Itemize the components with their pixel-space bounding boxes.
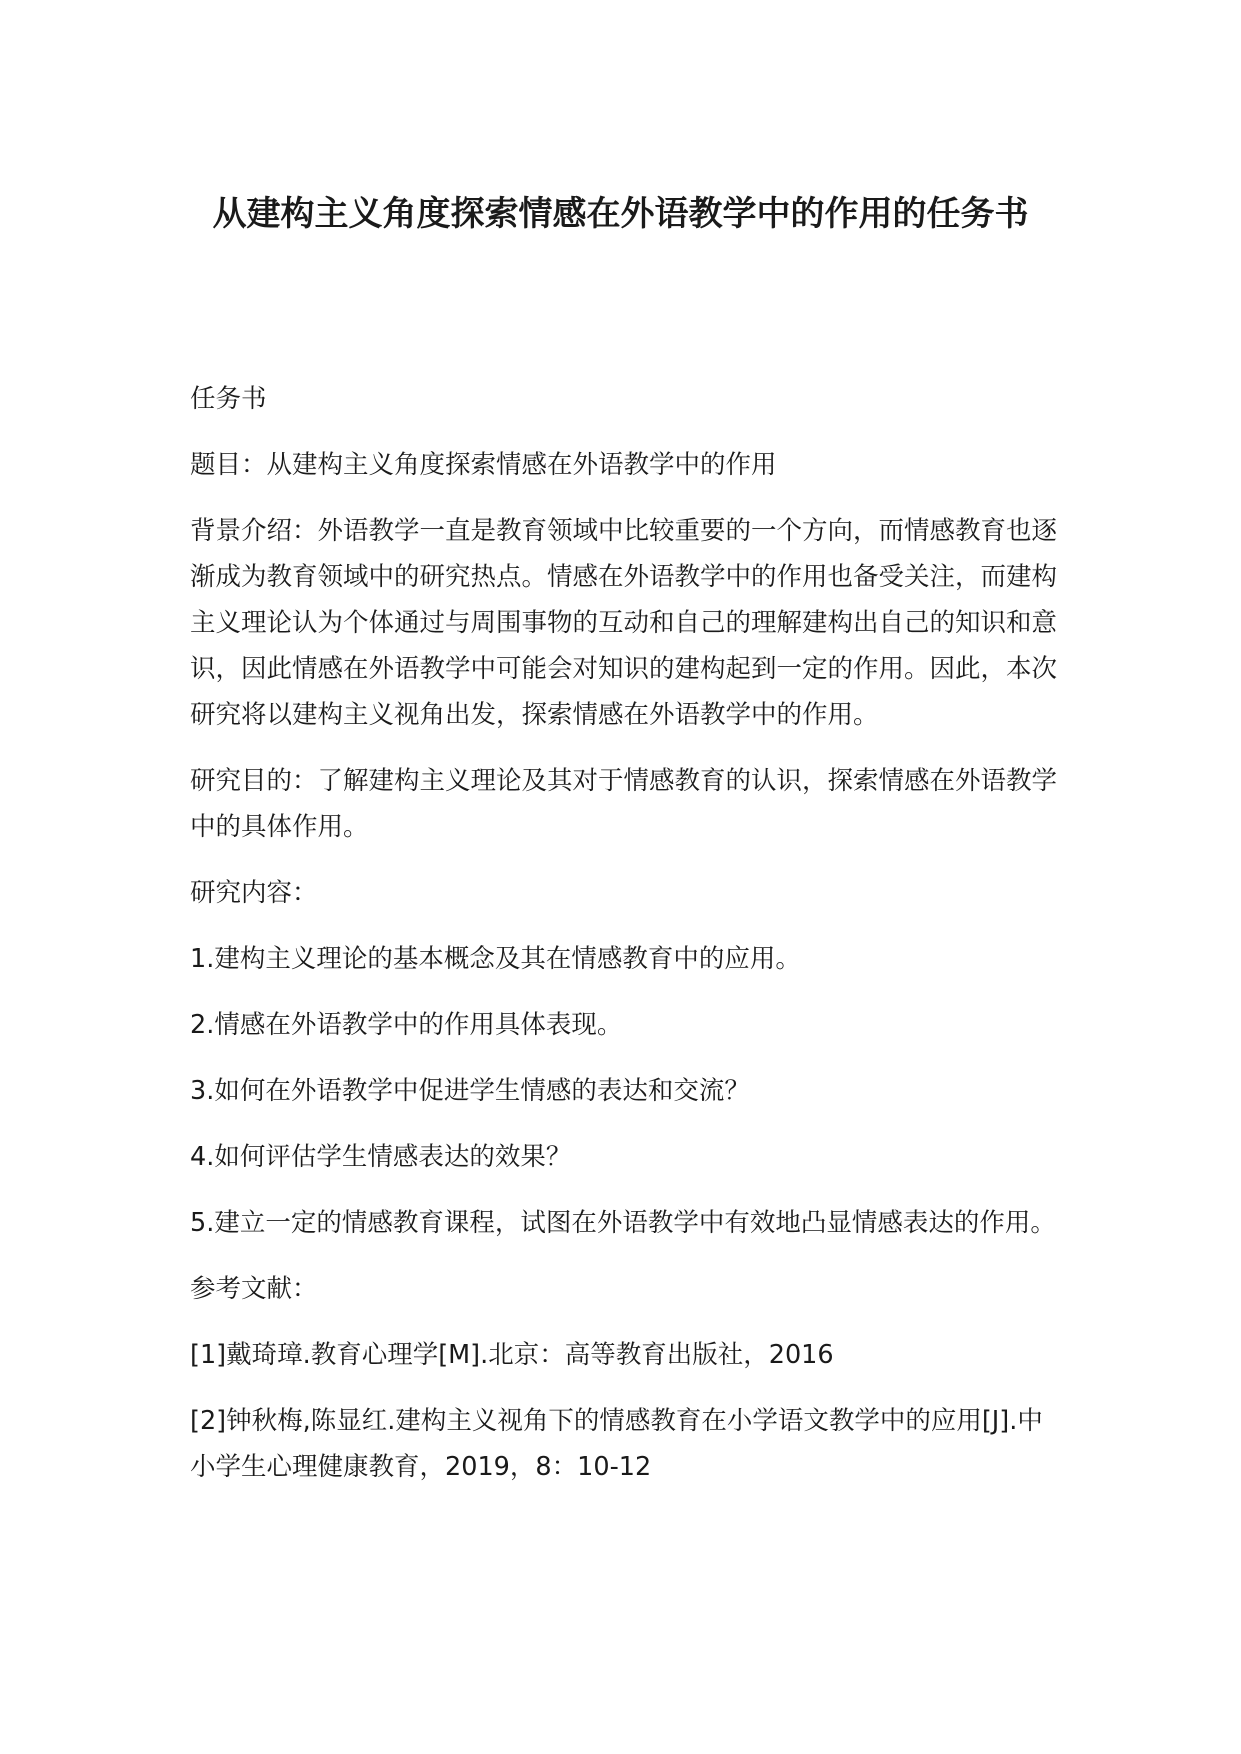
content-item-1: 1.建构主义理论的基本概念及其在情感教育中的应用。	[190, 944, 801, 974]
references-heading: 参考文献：	[190, 1274, 318, 1304]
research-content-heading: 研究内容：	[190, 878, 318, 908]
background-paragraph: 背景介绍：外语教学一直是教育领域中比较重要的一个方向，而情感教育也逐渐成为教育领域中的研究热点。情感在外语教学中的作用也备受关注，而建构主义理论认为个体通过与周围事物的互动和自己的理解建构出自己的知识和意识，因此情感在外语教学中可能会对知识的建构起到一定的作用。因此，本次研究将以建构主义视角出发，探索情感在外语教学中的作用。	[190, 516, 1058, 730]
reference-1: [1]戴琦璋.教育心理学[M].北京：高等教育出版社，2016	[190, 1340, 834, 1370]
document-body	[190, 376, 1060, 1510]
research-purpose-paragraph: 研究目的：了解建构主义理论及其对于情感教育的认识，探索情感在外语教学中的具体作用。	[190, 766, 1058, 842]
content-item-4: 4.如何评估学生情感表达的效果？	[190, 1142, 572, 1172]
content-item-5: 5.建立一定的情感教育课程，试图在外语教学中有效地凸显情感表达的作用。	[190, 1208, 1056, 1238]
reference-2: [2]钟秋梅,陈显红.建构主义视角下的情感教育在小学语文教学中的应用[J].中小学生心理健康教育，2019，8：10-12	[190, 1406, 1043, 1482]
content-item-3: 3.如何在外语教学中促进学生情感的表达和交流？	[190, 1076, 750, 1106]
topic-line: 题目：从建构主义角度探索情感在外语教学中的作用	[190, 450, 777, 480]
heading-task-book: 任务书	[190, 384, 267, 414]
content-item-2: 2.情感在外语教学中的作用具体表现。	[190, 1010, 623, 1040]
document-title: 从建构主义角度探索情感在外语教学中的作用的任务书	[212, 194, 1029, 234]
